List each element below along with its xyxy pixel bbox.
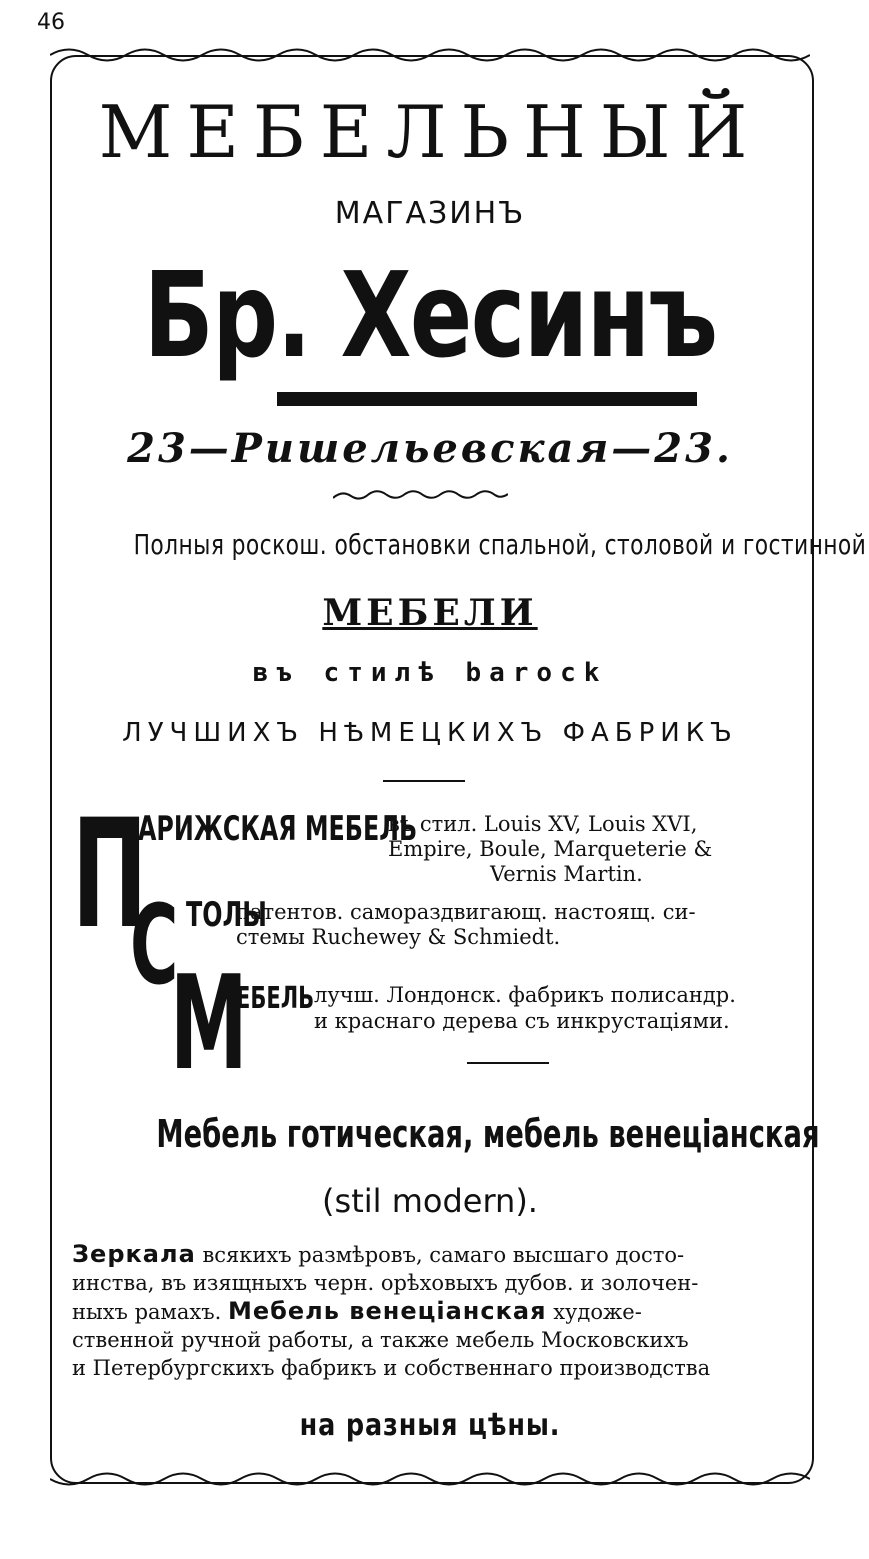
initial-s: С	[130, 881, 179, 1009]
brand-underline	[277, 392, 697, 406]
ad-title: МЕБЕЛЬНЫЙ	[98, 90, 762, 174]
frame-scallop-bottom	[50, 1472, 810, 1486]
tables-heading: ТОЛЫ	[186, 895, 267, 935]
barock-style-line: въ стилѣ barock	[252, 658, 608, 688]
paris-text-3: Vernis Martin.	[490, 862, 643, 886]
page-number: 46	[37, 10, 65, 35]
paris-text-1: въ стил. Louis XV, Louis XVI,	[388, 812, 698, 836]
store-type: МАГАЗИНЪ	[334, 196, 526, 231]
paris-furniture-heading: АРИЖСКАЯ МЕБЕЛЬ	[138, 809, 418, 849]
full-sets-line: Полныя роскош. обстановки спальной, столовой и гостинной	[133, 528, 867, 561]
frame-scallop-top	[50, 48, 810, 62]
mirrors-text-1: всякихъ размѣровъ, самаго высшаго досто-	[195, 1243, 685, 1267]
tables-text-2: стемы Ruchewey & Schmiedt.	[236, 925, 561, 949]
mirrors-text-2: инства, въ изящныхъ черн. орѣховыхъ дубов. и золочен-	[72, 1271, 699, 1295]
brand-name: Бр. Хесинъ	[143, 246, 717, 384]
initial-p: П	[72, 788, 148, 962]
divider-rule-2	[467, 1062, 549, 1064]
stil-modern-line: (stil modern).	[322, 1182, 538, 1220]
mirrors-text-3a: ныхъ рамахъ.	[72, 1300, 228, 1324]
mirrors-text-4: ственной ручной работы, а также мебель Московскихъ	[72, 1328, 689, 1352]
furniture-text-2: и краснаго дерева съ инкрустаціями.	[314, 1009, 730, 1033]
initial-m: М	[170, 947, 248, 1099]
venetian-furniture-word: Мебель венеціанская	[227, 1297, 547, 1325]
address: 23—Ришельевская—23.	[127, 425, 733, 472]
paris-text-2: Empire, Boule, Marqueterie &	[388, 837, 713, 861]
divider-rule	[383, 780, 465, 782]
mirrors-text-3b: художе-	[546, 1300, 642, 1324]
mirrors-word: Зеркала	[72, 1240, 196, 1268]
gothic-venetian-line: Мебель готическая, мебель венеціанская	[156, 1112, 820, 1156]
mirrors-paragraph	[72, 1240, 790, 1382]
german-factories-line: ЛУЧШИХЪ НѢМЕЦКИХЪ ФАБРИКЪ	[122, 718, 738, 748]
mebeli-heading: МЕБЕЛИ	[322, 592, 538, 634]
ornament-divider	[333, 488, 508, 502]
furniture-text-1: лучш. Лондонск. фабрикъ полисандр.	[314, 983, 736, 1007]
tables-text-1: патентов. самораздвигающ. настоящ. си-	[236, 900, 696, 924]
mirrors-text-5: и Петербургскихъ фабрикъ и собственнаго производства	[72, 1356, 711, 1380]
prices-line: на разныя цѣны.	[299, 1408, 561, 1443]
furniture-heading: ЕБЕЛЬ	[236, 981, 315, 1016]
